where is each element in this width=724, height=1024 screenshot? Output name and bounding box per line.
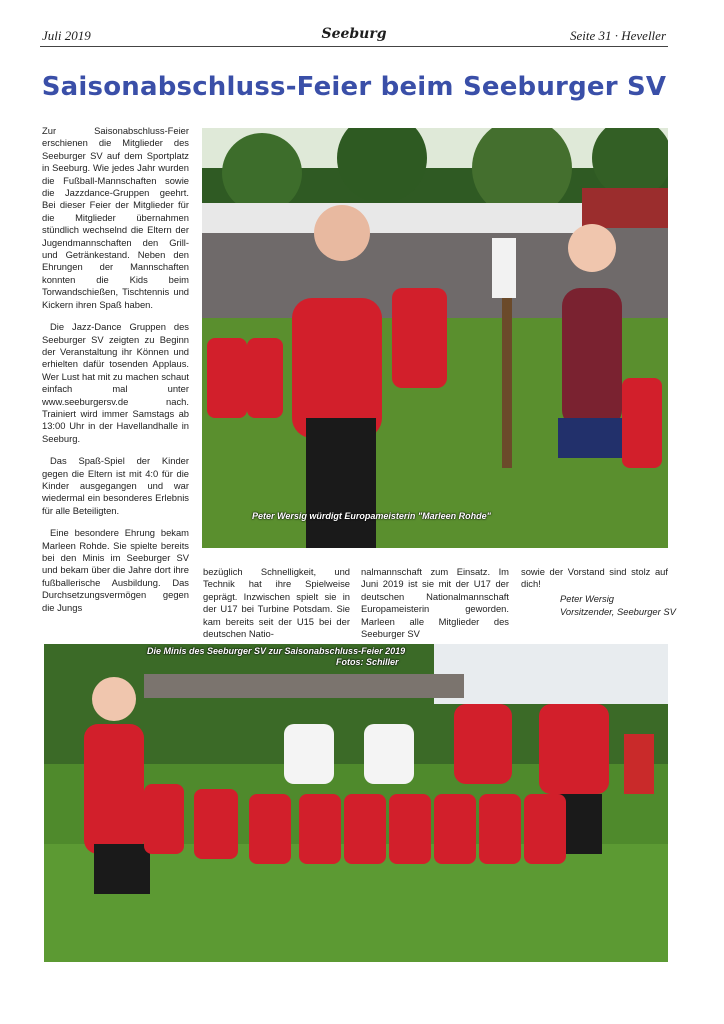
photo-team-minis — [44, 644, 668, 962]
paragraph-2: Die Jazz-Dance Gruppen des Seeburger SV zeigten zu Beginn der Veranstaltung ihr Können und erhielten dafür tosenden Applaus. Wer Lust hat mit zu machen schaut einfach mal unter www.seeburgersv.de nach. Trainiert wird immer Samstags ab 13:00 Uhr in der Havellandhalle in Seeburg. — [42, 321, 189, 444]
signature — [560, 592, 680, 618]
paragraph-1: Zur Saisonabschluss-Feier erschienen die Mitglieder des Seeburger SV auf dem Sportplatz in Seeburg. Wie jedes Jahr wurden die Fußball-Mannschaften sowie die Jazzdance-Gruppen geehrt. Bei dieser Feier der Mitglieder für die Mitglieder übernahmen stündlich wechselnd die Eltern der Jugendmannschaften den Grill- und Getränkestand. Neben den Ehrungen der Mannschaften konnten die Kids beim Torwandschießen, Tischtennis und Kickern ihren Spaß haben. — [42, 125, 189, 310]
page-number: Seite 31 · Heveller — [569, 28, 666, 43]
article-title: Saisonabschluss-Feier beim Seeburger SV — [41, 72, 667, 102]
article-column-2: bezüglich Schnelligkeit, und Technik hat ihre Spielweise geprägt. Inzwischen spielt sie in der U17 bei Turbine Potsdam. Sie kam bereits seit der U15 bei der deutschen Natio- — [203, 566, 350, 640]
top-photo-caption: Peter Wersig würdigt Europameisterin "Marleen Rohde" — [252, 511, 491, 521]
paragraph-3: Das Spaß-Spiel der Kinder gegen die Eltern ist mit 4:0 für die Kinder ausgegangen und war wiedermal ein besonderes Erlebnis für alle Beteiligten. — [42, 455, 189, 516]
signature-name: Peter Wersig — [560, 593, 615, 604]
article-column-4: sowie der Vorstand sind stolz auf dich! — [521, 566, 668, 590]
photo-credit: Fotos: Schiller — [336, 657, 399, 667]
paragraph-4: Eine besondere Ehrung bekam Marleen Rohde. Sie spielte bereits bei den Minis im Seeburger SV und bekam über die Jahre dort ihre fußballerische Ausbildung. Das Durchsetzungsvermögen gegen die Jungs — [42, 527, 189, 613]
bottom-photo-caption: Die Minis des Seeburger SV zur Saisonabschluss-Feier 2019 — [147, 646, 406, 656]
photo-award-ceremony — [202, 128, 668, 548]
article-column-1 — [42, 125, 189, 624]
page-header — [40, 24, 668, 47]
signature-role: Vorsitzender, Seeburger SV — [560, 606, 676, 617]
newspaper-logo: Seeburg — [321, 26, 387, 42]
article-column-3: nalmannschaft zum Einsatz. Im Juni 2019 ist sie mit der U17 der deutschen Nationalmannschaft Europameisterin geworden. Marleen alle Mitglieder des Seeburger SV — [361, 566, 509, 640]
issue-date: Juli 2019 — [42, 28, 91, 43]
